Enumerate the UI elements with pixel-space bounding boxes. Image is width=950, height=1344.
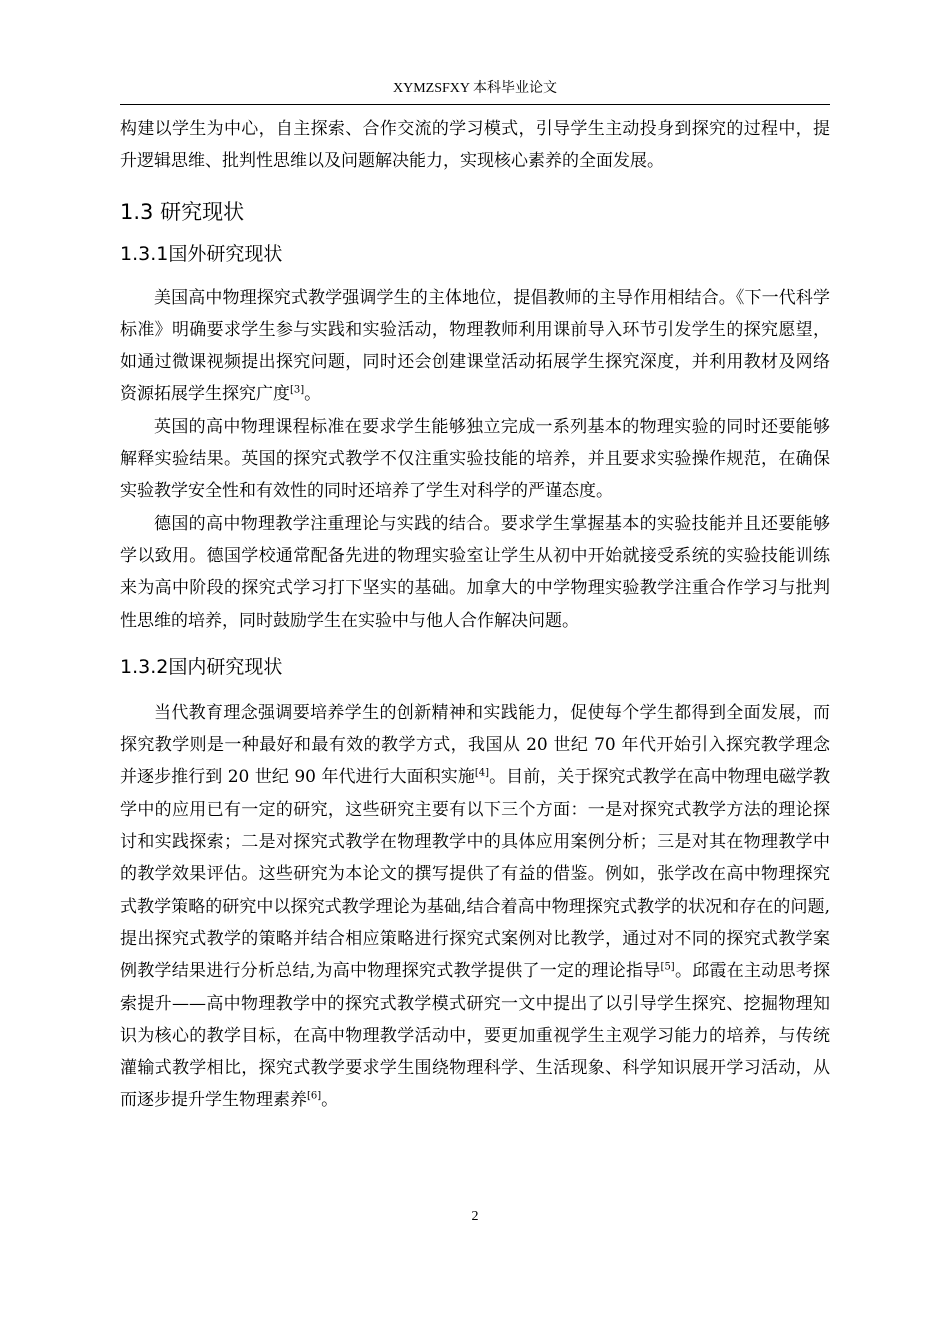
paragraph-text: 。 (321, 1090, 339, 1111)
running-header: XYMZSFXY 本科毕业论文 (393, 81, 557, 96)
page-body (120, 113, 830, 1117)
section-heading-1-3-1: 1.3.1国外研究现状 (120, 242, 283, 265)
paragraph-text: 。 (304, 384, 322, 405)
paragraph-text: 。邱霞在主动思考探索提升——高中物理教学中的探究式教学模式研究一文中提出了以引导学生探究、挖掘物理知识为核心的教学目标，在高中物理教学活动中，要更加重视学生主观学习能力的培养，与传统灌输式教学相比，探究式教学要求学生围绕物理科学、生活现象、科学知识展开学习活动，从而逐步提升学生物理素养 (120, 961, 831, 1111)
section-heading-1-3: 1.3 研究现状 (120, 199, 245, 224)
paragraph-domestic (120, 697, 830, 1117)
citation-ref: [5] (660, 961, 675, 973)
header-rule (120, 104, 830, 105)
paragraph-text: 美国高中物理探究式教学强调学生的主体地位，提倡教师的主导作用相结合。《下一代科学标准》明确要求学生参与实践和实验活动，物理教师利用课前导入环节引发学生的探究愿望，如通过微课视频提出探究问题，同时还会创建课堂活动拓展学生探究深度，并利用教材及网络资源拓展学生探究广度 (120, 287, 830, 405)
citation-ref: [6] (307, 1090, 322, 1102)
paragraph-uk: 英国的高中物理课程标准在要求学生能够独立完成一系列基本的物理实验的同时还要能够解释实验结果。英国的探究式教学不仅注重实验技能的培养，并且要求实验操作规范，在确保实验教学安全性和有效性的同时还培养了学生对科学的严谨态度。 (120, 416, 830, 502)
citation-ref: [4] (474, 767, 490, 779)
section-heading-1-3-2: 1.3.2国内研究现状 (120, 655, 283, 678)
paragraph-text: 当代教育理念强调要培养学生的创新精神和实践能力，促使每个学生都得到全面发展，而探究教学则是一种最好和最有效的教学方式，我国从 20 世纪 70 年代开始引入探究教学理念并逐步推行到 20 世纪 90 年代进行大面积实施 (120, 702, 830, 788)
paragraph-usa (120, 282, 830, 411)
citation-ref: [3] (290, 384, 305, 396)
paragraph-text: 。目前，关于探究式教学在高中物理电磁学教学中的应用已有一定的研究，这些研究主要有以下三个方面：一是对探究式教学方法的理论探讨和实践探索；二是对探究式教学在物理教学中的具体应用案例分析；三是对其在物理教学中的教学效果评估。这些研究为本论文的撰写提供了有益的借鉴。例如，张学改在高中物理探究式教学策略的研究中以探究式教学理论为基础,结合着高中物理探究式教学的状况和存在的问题,提出探究式教学的策略并结合相应策略进行探究式案例对比教学，通过对不同的探究式教学案例教学结果进行分析总结,为高中物理探究式教学提供了一定的理论指导 (120, 767, 830, 982)
paragraph-germany: 德国的高中物理教学注重理论与实践的结合。要求学生掌握基本的实验技能并且还要能够学以致用。德国学校通常配备先进的物理实验室让学生从初中开始就接受系统的实验技能训练来为高中阶段的探究式学习打下坚实的基础。加拿大的中学物理实验教学注重合作学习与批判性思维的培养，同时鼓励学生在实验中与他人合作解决问题。 (120, 513, 830, 631)
intro-paragraph: 构建以学生为中心，自主探索、合作交流的学习模式，引导学生主动投身到探究的过程中，提升逻辑思维、批判性思维以及问题解决能力，实现核心素养的全面发展。 (120, 119, 830, 172)
page-number: 2 (471, 1209, 479, 1224)
